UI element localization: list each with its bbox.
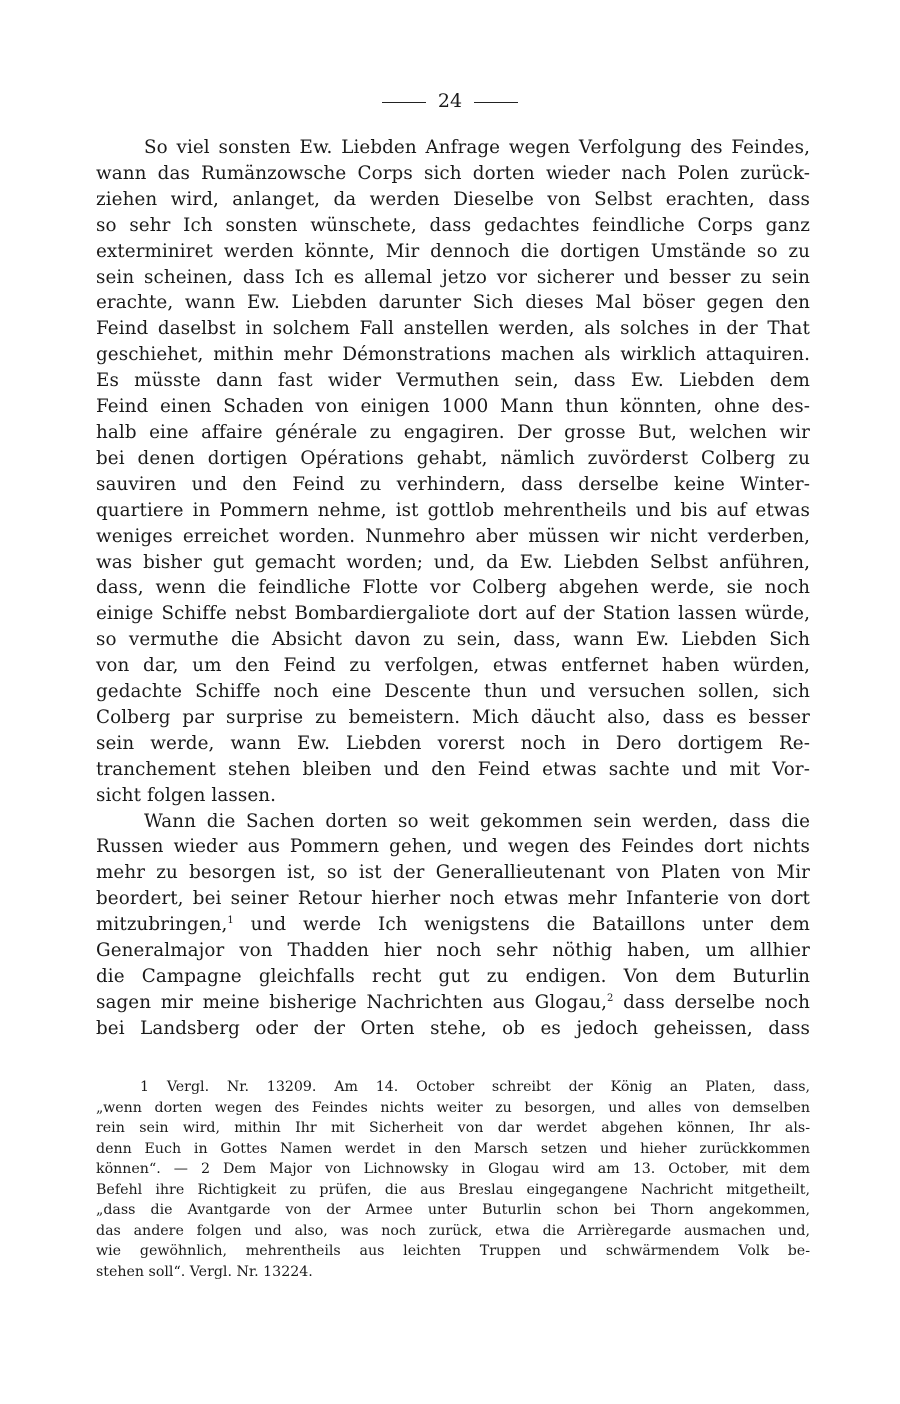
text-line: mehr zu besorgen ist, so ist der Generallieutenant von Platen von Mir — [96, 862, 810, 884]
footnotes — [96, 1077, 810, 1282]
text-line: so vermuthe die Absicht davon zu sein, dass, wann Ew. Liebden Sich — [96, 629, 810, 651]
text-line: Wann die Sachen dorten so weit gekommen sein werden, dass die — [144, 810, 810, 832]
text-line: Russen wieder aus Pommern gehen, und wegen des Feindes dort nichts — [96, 836, 810, 858]
text-line: Es müsste dann fast wider Vermuthen sein, dass Ew. Liebden dem — [96, 370, 810, 392]
text-line: erachte, wann Ew. Liebden darunter Sich dieses Mal böser gegen den — [96, 292, 810, 314]
page-header — [0, 88, 900, 114]
text-line: bei denen dortigen Opérations gehabt, nämlich zuvörderst Colberg zu — [96, 447, 810, 469]
footnote-marker-1: 1 — [140, 1079, 150, 1095]
footnote-line: denn Euch in Gottes Namen werdet in den Marsch setzen und hieher zurückkommen — [96, 1140, 810, 1157]
text-line: halb eine affaire générale zu engagiren. Der grosse But, welchen wir — [96, 421, 810, 443]
footnote-text: Vergl. Nr. 13209. Am 14. October schreibt der König an Platen, dass, — [166, 1079, 810, 1095]
text-line: Generalmajor von Thadden hier noch sehr nöthig haben, um allhier — [96, 940, 810, 962]
footnote-text: Dem Major von Lichnowsky in Glogau wird am 13. October, mit dem — [222, 1161, 810, 1177]
text-line: sauviren und den Feind zu verhindern, dass derselbe keine Winter- — [96, 473, 810, 495]
footnote-line: wie gewöhnlich, mehrentheils aus leichten Truppen und schwärmendem Volk be- — [96, 1243, 810, 1259]
text-line: gedachte Schiffe noch eine Descente thun und versuchen sollen, sich — [96, 681, 810, 703]
text-line: sicht folgen lassen. — [96, 784, 277, 806]
text-segment: sagen mir meine bisherige Nachrichten aus Glogau, — [96, 991, 607, 1013]
header-rule-right — [474, 102, 518, 103]
text-line — [96, 912, 810, 938]
text-line: So viel sonsten Ew. Liebden Anfrage wegen Verfolgung des Feindes, — [144, 137, 810, 158]
text-segment: mitzubringen, — [96, 914, 228, 936]
text-line: Feind einen Schaden von einigen 1000 Mann thun könnten, ohne des- — [96, 396, 810, 418]
text-line: Feind daselbst in solchem Fall anstellen werden, als solches in der That — [96, 318, 810, 340]
text-line: so sehr Ich sonsten wünschete, dass gedachtes feindliche Corps ganz — [96, 214, 810, 236]
text-segment: dass derselbe noch — [623, 991, 810, 1013]
footnote-line: „wenn dorten wegen des Feindes nichts weiter zu besorgen, und alles von demselben — [96, 1099, 810, 1116]
footnote-line: rein sein wird, mithin Ihr mit Sicherheit von dar werdet abgehen können, Ihr als- — [96, 1120, 810, 1136]
footnote-text: können“. — — [96, 1161, 188, 1177]
footnote-line: stehen soll“. Vergl. Nr. 13224. — [96, 1263, 313, 1280]
text-line: bei Landsberg oder der Orten stehe, ob es jedoch geheissen, dass — [96, 1017, 810, 1039]
text-line: weniges erreichet worden. Nunmehro aber müssen wir nicht verderben, — [96, 525, 810, 547]
text-line: beordert, bei seiner Retour hierher noch etwas mehr Infanterie von dort — [96, 888, 810, 910]
text-line: die Campagne gleichfalls recht gut zu endigen. Von dem Buturlin — [96, 966, 810, 987]
main-text — [96, 135, 810, 1042]
text-line: sein scheinen, dass Ich es allemal jetzo vor sicherer und besser zu sein — [96, 266, 810, 288]
footnote-line: das andere folgen und also, was noch zurück, etwa die Arrièregarde ausmachen und, — [96, 1222, 810, 1239]
text-line: sein werde, wann Ew. Liebden vorerst noch in Dero dortigem Re- — [96, 732, 810, 754]
text-line: geschiehet, mithin mehr Démonstrations machen als wirklich attaquiren. — [96, 344, 810, 366]
footnote-line: „dass die Avantgarde von der Armee unter Buturlin schon bei Thorn angekommen, — [96, 1202, 810, 1218]
footnote-ref-2: 2 — [607, 992, 614, 1004]
text-line: exterminiret werden könnte, Mir dennoch die dortigen Umstände so zu — [96, 240, 810, 262]
text-line: wann das Rumänzowsche Corps sich dorten wieder nach Polen zurück- — [96, 162, 810, 184]
text-line: einige Schiffe nebst Bombardiergaliote dort auf der Station lassen würde, — [96, 603, 810, 625]
text-line: Colberg par surprise zu bemeistern. Mich däucht also, dass es besser — [96, 706, 810, 728]
footnote-ref-1: 1 — [227, 915, 234, 927]
text-line: tranchement stehen bleiben und den Feind etwas sachte und mit Vor- — [96, 758, 810, 780]
footnote-line — [96, 1077, 810, 1098]
page-number: 24 — [437, 90, 463, 112]
text-line: quartiere in Pommern nehme, ist gottlob mehrentheils und bis auf etwas — [96, 499, 810, 521]
footnote-marker-2: 2 — [200, 1161, 210, 1177]
text-line: dass, wenn die feindliche Flotte vor Colberg abgehen werde, sie noch — [96, 577, 810, 599]
text-segment: und werde Ich wenigstens die Bataillons unter dem — [250, 914, 810, 936]
text-line: ziehen wird, anlanget, da werden Dieselbe von Selbst erachten, dass — [96, 188, 810, 210]
text-line — [96, 990, 810, 1016]
text-line: von dar, um den Feind zu verfolgen, etwas entfernet haben würden, — [96, 655, 810, 677]
header-rule-left — [382, 102, 426, 103]
text-line: was bisher gut gemacht worden; und, da Ew. Liebden Selbst anführen, — [96, 551, 810, 573]
footnote-line — [96, 1159, 810, 1180]
footnote-line: Befehl ihre Richtigkeit zu prüfen, die aus Breslau eingegangene Nachricht mitgetheilt, — [96, 1181, 810, 1198]
